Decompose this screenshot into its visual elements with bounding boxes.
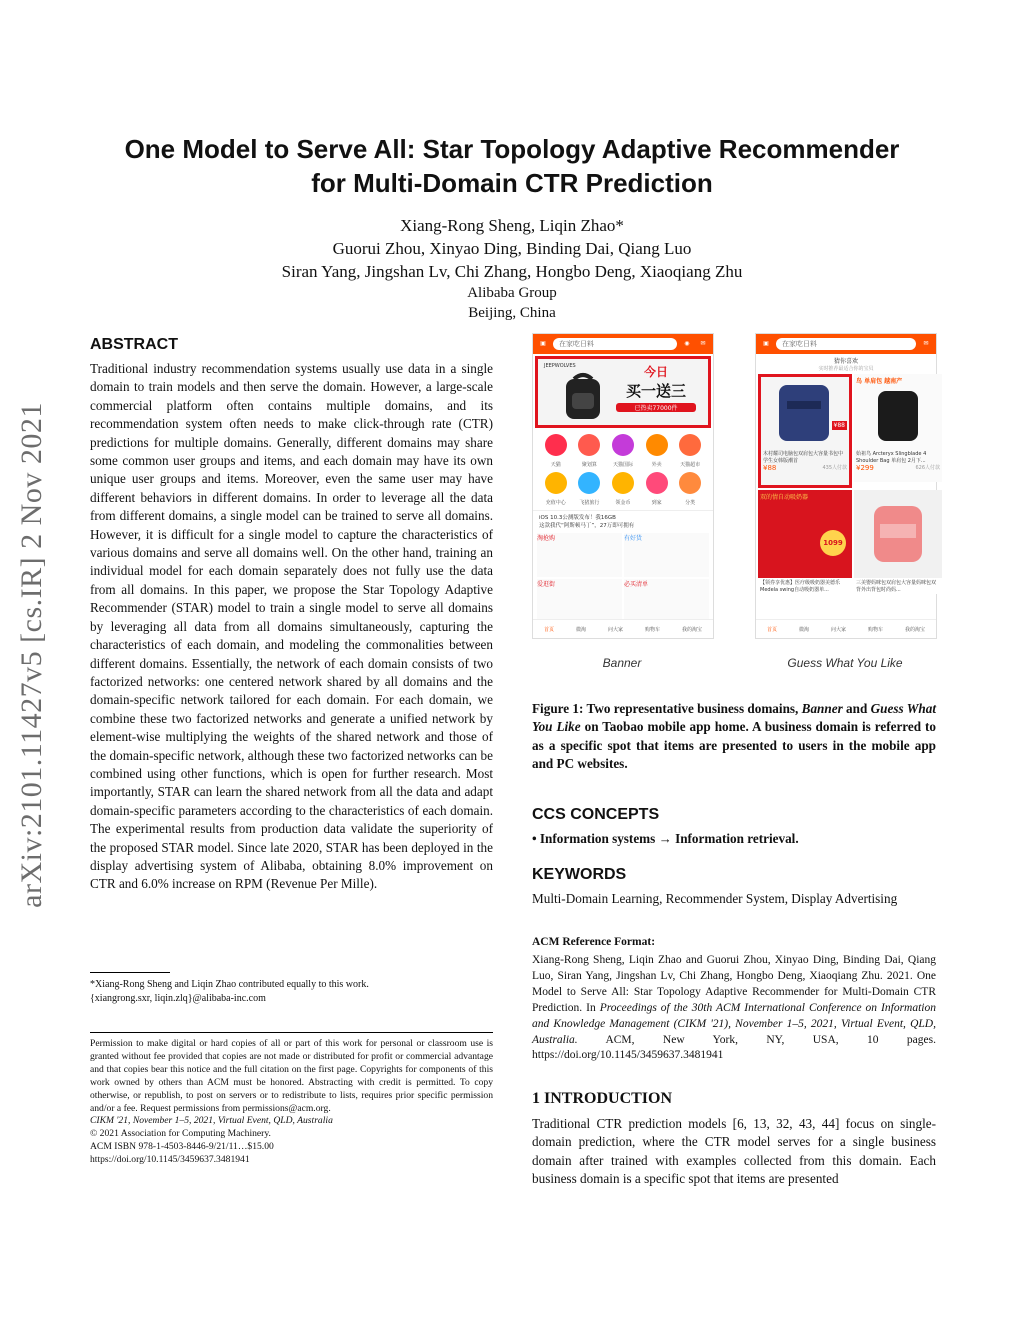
affiliation-block — [0, 283, 1024, 323]
tab-ask: 问大家 — [607, 626, 623, 633]
brand-logo: JEEPWOLVES — [544, 363, 576, 369]
category-icon-grid — [533, 430, 713, 510]
author-line: Siran Yang, Jingshan Lv, Chi Zhang, Hongbo Deng, Xiaoqiang Zhu — [281, 262, 743, 281]
footnote — [90, 978, 493, 1005]
title-line-1: One Model to Serve All: Star Topology Adaptive Recommender — [124, 134, 900, 164]
abstract-text: Traditional industry recommendation systems usually use data in a single domain to train models and then serve the domain. However, a large-scale commercial platform often contains multiple domains, and its recommendation system often needs to make click-through rate (CTR) predictions for multiple domains. Generally, different domains may share some common user groups and items, and each domain may have its own unique user groups and items. Moreover, even the same user may have different behaviors in different domains. In order to leverage all the data from different domains, a single model can be trained to serve all domains. However, it is difficult for a single model to capture the characteristics of various domains and serve all domains well. On the other hand, training an individual model for each domain separately does not fully use the data from all domains. In this paper, we propose the Star Topology Adaptive Recommender (STAR) model to train a single model to serve all domains by leveraging all data from all domains simultaneously, capturing the characteristics of each domain, and modeling the commonalities between different domains. Essentially, the network of each domain consists of two factorized networks: one centered network shared by all domains and the domain-specific network tailored for each domain. For each domain, we combine these two factorized networks and generate a unified network by element-wise multiplying the weights of the shared network and those of the domain-specific network, although these two factorized networks can be combined using other functions, which is open for further research. Most importantly, STAR can learn the shared network from all the data and adapt domain-specific parameters according to the characteristics of each domain. The experimental results from production data validate the superiority of the proposed STAR model. Since late 2020, STAR has been deployed in the display advertising system of Alibaba, obtaining 8.0% improvement on CTR and 6.0% increase on RPM (Revenue Per Mille). — [90, 361, 493, 892]
product-card: 三美婴妈咪包双肩包大容量妈咪包双背外出背包时尚妈... — [854, 490, 942, 594]
banner-screenshot — [532, 333, 714, 639]
product-card-promo: 双的情自动吸奶器 1099 【领券享优惠】医疗级吸奶器美德乐Medela swing自动吸奶器单... — [758, 490, 852, 594]
section-card: 必买清单 — [624, 579, 709, 623]
tab-home: 首页 — [543, 626, 554, 633]
affiliation: Alibaba Group — [467, 285, 557, 301]
section-card: 有好货 — [624, 533, 709, 577]
ccs-text: • Information systems → Information retrieval. — [532, 831, 799, 846]
tab-cart: 购物车 — [644, 626, 660, 633]
category-icon: 充值中心 — [539, 472, 573, 506]
guess-header: 猜你喜欢 实时推荐最适合你的宝贝 — [818, 358, 874, 372]
permission-rule — [90, 1032, 493, 1033]
category-icon: 聚划算 — [573, 434, 607, 468]
price-badge: ¥88 — [833, 422, 845, 429]
location: Beijing, China — [468, 305, 556, 321]
acm-reference-text: Xiang-Rong Sheng, Liqin Zhao and Guorui Zhou, Xinyao Ding, Binding Dai, Qiang Luo, Siran Yang, Jingshan Lv, Chi Zhang, Hongbo Deng, Xiaoqiang Zhu. 2021. One Model to Serve All: Star Topology Adaptive Recommender for Multi-Domain CTR Prediction. In Proceedings of the 30th ACM International Conference on Information and Knowledge Management (CIKM '21), November 1–5, 2021, Virtual Event, QLD, Australia. ACM, New York, NY, USA, 10 pages. https://doi.org/10.1145/3459637.3481941 — [532, 954, 937, 1062]
message-icon: ✉ — [923, 341, 929, 347]
paper-title — [0, 132, 1024, 200]
tab-ask: 问大家 — [830, 626, 846, 633]
tab-home: 首页 — [766, 626, 777, 633]
bottom-tab-bar — [533, 619, 713, 638]
product-card: 鸟 单肩包 越南产 始祖鸟 Arcteryx Slingblade 4 Shoulder Bag 单肩包 2月下... ¥299 626人付款 — [854, 374, 942, 482]
tab-weitao: 微淘 — [798, 626, 809, 633]
footnote-emails: {xiangrong.sxr, liqin.zlq}@alibaba-inc.com — [90, 992, 266, 1004]
tab-profile: 我的淘宝 — [681, 626, 702, 633]
conference-line: CIKM '21, November 1–5, 2021, Virtual Event, QLD, Australia — [90, 1115, 333, 1127]
banner-highlight — [535, 356, 711, 428]
banner-line-2: 买一送三 — [625, 382, 686, 400]
tab-cart: 购物车 — [867, 626, 883, 633]
section-card: 淘抢购 — [537, 533, 622, 577]
scan-icon: ▣ — [763, 341, 769, 347]
doi-link[interactable]: https://doi.org/10.1145/3459637.3481941 — [90, 1154, 250, 1166]
keywords-text: Multi-Domain Learning, Recommender System, Display Advertising — [532, 891, 898, 906]
backpack-image — [558, 373, 608, 421]
banner-promo — [610, 363, 702, 414]
footnote-rule — [90, 972, 170, 973]
title-line-2: for Multi-Domain CTR Prediction — [311, 168, 713, 198]
camera-icon: ◉ — [684, 341, 690, 347]
section-card: 爱逛街 — [537, 579, 622, 623]
subfigure-caption-right: Guess What You Like — [787, 656, 903, 670]
category-icon: 到家 — [640, 472, 674, 506]
copyright-line: © 2021 Association for Computing Machinery. — [90, 1128, 271, 1140]
category-icon: 天猫国际 — [606, 434, 640, 468]
app-top-bar — [756, 334, 936, 354]
arxiv-identifier: arXiv:2101.11427v5 [cs.IR] 2 Nov 2021 — [15, 402, 48, 908]
acm-reference-heading: ACM Reference Format: — [532, 936, 656, 948]
tab-weitao: 微淘 — [575, 626, 586, 633]
footnote-contribution: *Xiang-Rong Sheng and Liqin Zhao contributed equally to this work. — [90, 979, 369, 990]
message-icon: ✉ — [700, 341, 706, 347]
permission-text: Permission to make digital or hard copies of all or part of this work for personal or classroom use is granted without fee provided that copies are not made or distributed for profit or commercial advantage and that copies bear this notice and the full citation on the first page. Copyrights for components of this work owned by others than ACM must be honored. Abstracting with credit is permitted. To copy otherwise, or republish, to post on servers or to redistribute to lists, requires prior specific permission and/or a fee. Request permissions from permissions@acm.org. — [90, 1038, 493, 1114]
author-list — [0, 214, 1024, 283]
keywords-heading: KEYWORDS — [532, 866, 627, 883]
introduction-heading: 1 INTRODUCTION — [532, 1090, 673, 1107]
product-card-highlighted: ¥88 木村耀司电脑包双肩包大容量书包中学生女韩版潮首 ¥88 435人付款 — [758, 374, 852, 488]
introduction-text: Traditional CTR prediction models [6, 13, 32, 43, 44] focus on single-domain prediction, where the CTR model serves for a single business domain after trained with examples collected from this domain. Each business domain is a specific spot that items are presented — [532, 1116, 936, 1187]
promo-price: 1099 — [820, 530, 846, 556]
backpack-image — [765, 379, 845, 443]
figure-caption: Figure 1: Two representative business domains, Banner and Guess What You Like on Taobao mobile app home. A business domain is referred to as a specific spot that items are presented to users in the mobile app and PC websites. — [532, 701, 937, 772]
headline-ticker: iOS 10.3公测版发布！我16GB 这款我代“阿斯顿马丁”，27万即可拥有 — [533, 510, 713, 531]
permission-block — [90, 1038, 493, 1167]
ccs-heading: CCS CONCEPTS — [532, 806, 660, 823]
category-icon: 分类 — [673, 472, 707, 506]
guess-what-you-like-screenshot — [755, 333, 940, 639]
app-top-bar — [533, 334, 713, 354]
category-icon: 领金币 — [606, 472, 640, 506]
banner-line-1: 今日 — [643, 365, 668, 379]
search-input: 在家吃日料 — [776, 338, 916, 350]
product-grid — [756, 374, 940, 594]
banner-line-3: 已热卖77000件 — [616, 403, 696, 412]
abstract-heading: ABSTRACT — [90, 336, 178, 353]
isbn-line: ACM ISBN 978-1-4503-8446-9/21/11…$15.00 — [90, 1141, 274, 1153]
subfigure-caption-left: Banner — [602, 656, 642, 670]
tab-profile: 我的淘宝 — [904, 626, 925, 633]
pink-backpack-image — [858, 500, 938, 564]
search-input: 在家吃日料 — [553, 338, 677, 350]
category-icon: 天猫超市 — [673, 434, 707, 468]
section-grid — [533, 531, 713, 625]
author-line: Xiang-Rong Sheng, Liqin Zhao* — [400, 216, 624, 235]
black-backpack-image — [858, 387, 938, 445]
scan-icon: ▣ — [540, 341, 546, 347]
category-icon: 外卖 — [640, 434, 674, 468]
bottom-tab-bar — [756, 619, 936, 638]
category-icon: 飞猪旅行 — [573, 472, 607, 506]
author-line: Guorui Zhou, Xinyao Ding, Binding Dai, Qiang Luo — [332, 239, 692, 258]
category-icon: 天猫 — [539, 434, 573, 468]
